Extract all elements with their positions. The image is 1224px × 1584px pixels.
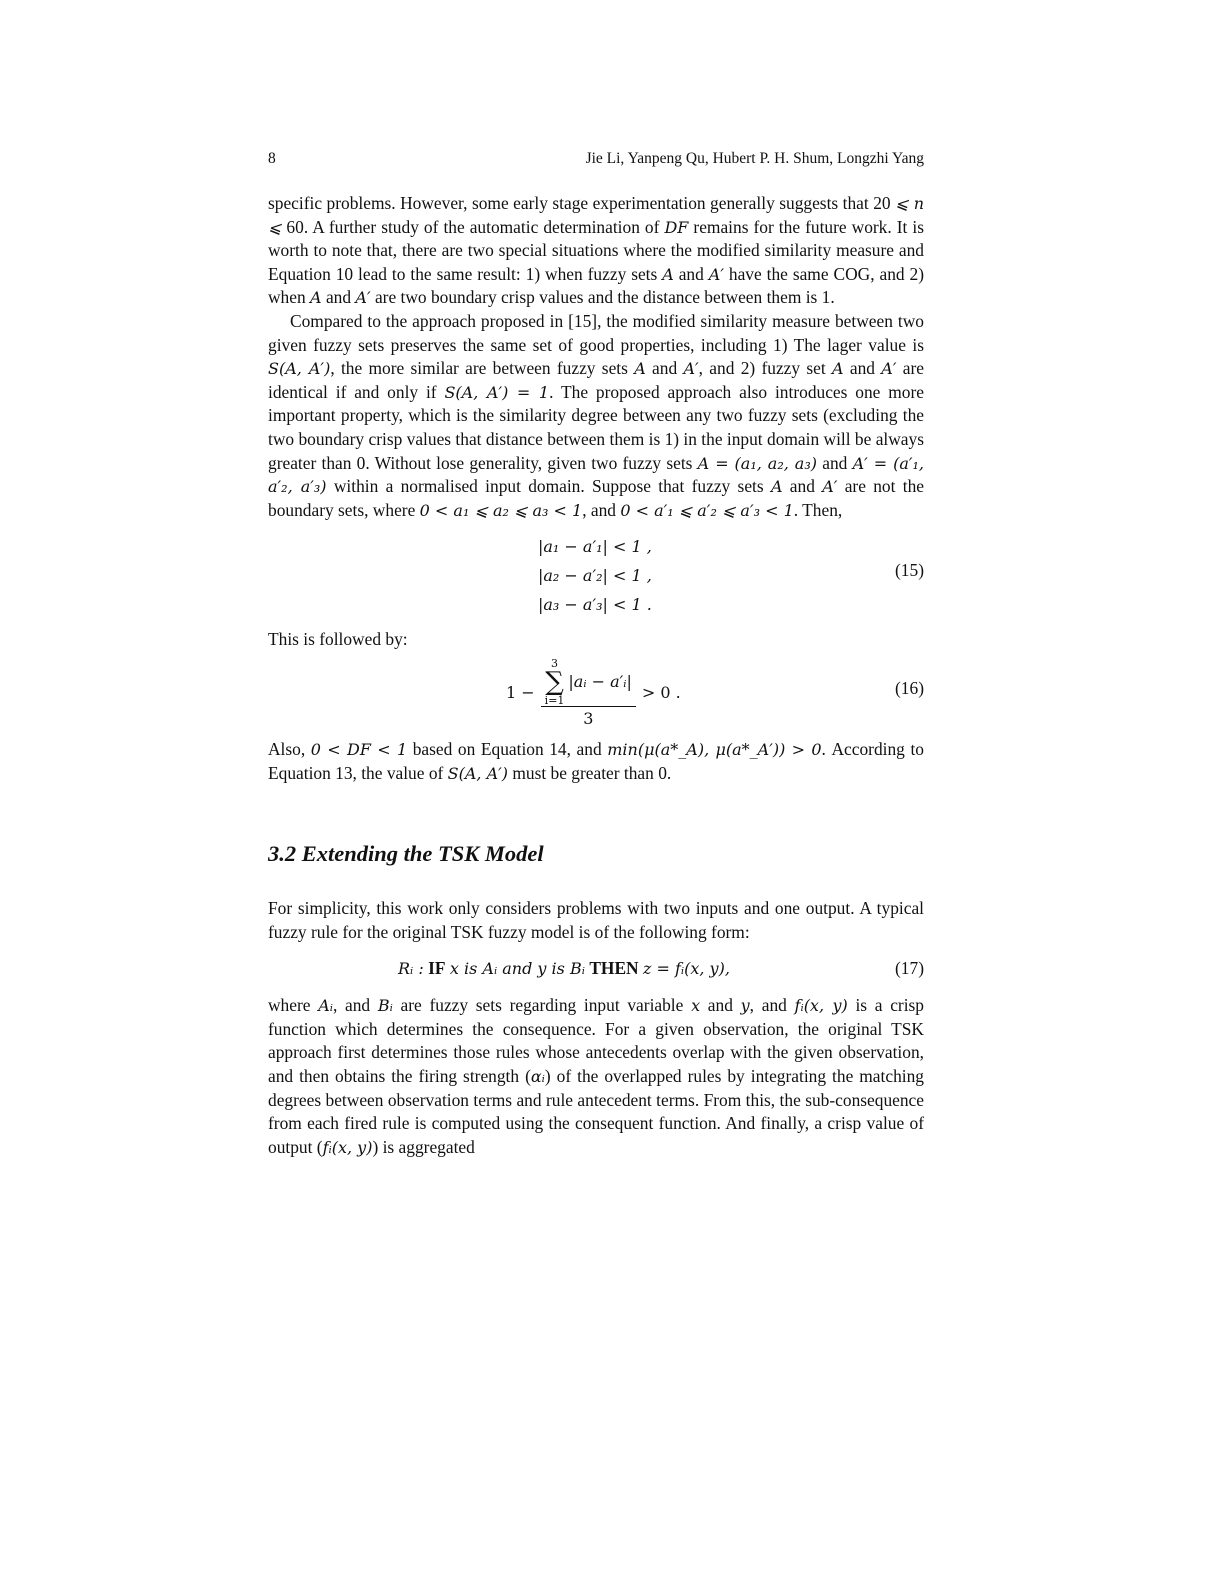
paragraph-similarity-properties: Compared to the approach proposed in [15], the modified similarity measure between two given fuzzy sets preserves the same set of good properties, including 1) The lager value is S(A, A′), the more similar are between fuzzy sets A and A′, and 2) fuzzy set A and A′ are identical if and only if S(A, A′) = 1. The proposed approach also introduces one more important property, which is the similarity degree between any two fuzzy sets (excluding the two boundary crisp values that distance between them is 1) in the input domain will be always greater than 0. Without lose generality, given two fuzzy sets A = (a₁, a₂, a₃) and A′ = (a′₁, a′₂, a′₃) within a normalised input domain. Suppose that fuzzy sets A and A′ are not the boundary sets, where 0 < a₁ ⩽ a₂ ⩽ a₃ < 1, and 0 < a′₁ ⩽ a′₂ ⩽ a′₃ < 1. Then, [268,310,924,520]
equation-17: Rᵢ : IF x is Aᵢ and y is Bᵢ THEN z = fᵢ(x, y), (17) [398,958,924,979]
section-heading: 3.2 Extending the TSK Model [268,841,544,867]
equation-16 [268,652,924,738]
eq16-lead: 1 − [506,683,535,703]
eq15-number: (15) [895,560,924,581]
paragraph-tsk-intro: For simplicity, this work only considers problems with two inputs and one output. A typical fuzzy rule for the original TSK fuzzy model is of the following form: [268,898,924,942]
eq16-tail: > 0 . [641,683,681,703]
page-number: 8 [268,150,276,167]
eq16-denominator: 3 [541,706,636,728]
eq16-numerator: |aᵢ − a′ᵢ| [568,672,632,692]
summation-symbol: 3 ∑ i=1 [544,656,565,707]
author-list: Jie Li, Yanpeng Qu, Hubert P. H. Shum, Longzhi Yang [585,150,924,167]
then-keyword: THEN [589,958,639,979]
eq16-fraction [541,658,636,728]
eq16-number: (16) [895,677,924,698]
eq17-number: (17) [895,958,924,979]
page [268,150,924,1159]
paragraph-tsk-process: where Aᵢ, and Bᵢ are fuzzy sets regarding input variable x and y, and fᵢ(x, y) is a crisp function which determines the consequence. For a given observation, the original TSK approach first determines those rules whose antecedents overlap with the given observation, and then obtains the firing strength (αᵢ) of the overlapped rules by integrating the matching degrees between observation terms and rule antecedent terms. From this, the sub-consequence from each fired rule is computed using the consequent function. And finally, a crisp value of output (fᵢ(x, y)) is aggregated [268,995,924,1157]
eq15-line-2: |a₂ − a′₂| < 1 , [538,566,652,586]
equation-15 [268,532,924,628]
paragraph-df-range: specific problems. However, some early stage experimentation generally suggests that 20 ⩽ n ⩽ 60. A further study of the automatic determination of DF remains for the future work. It is worth to note that, there are two special situations where the modified similarity measure and Equation 10 lead to the same result: 1) when fuzzy sets A and A′ have the same COG, and 2) when A and A′ are two boundary crisp values and the distance between them is 1. [268,193,925,308]
eq15-line-1: |a₁ − a′₁| < 1 , [538,537,652,557]
eq15-line-3: |a₃ − a′₃| < 1 . [538,595,652,615]
paragraph-df-bounds: Also, 0 < DF < 1 based on Equation 14, and min(μ(a*_A), μ(a*_A′)) > 0. According to Equation 13, the value of S(A, A′) must be greater than 0. [268,738,924,783]
paragraph-followed-by: This is followed by: [268,629,408,650]
running-header [268,150,924,172]
if-keyword: IF [428,958,446,979]
